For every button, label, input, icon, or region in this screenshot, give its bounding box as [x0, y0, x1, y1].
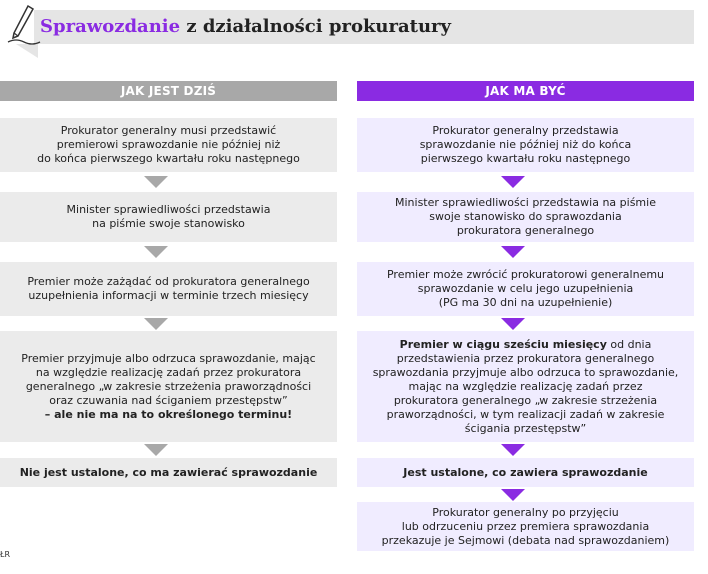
step-text-line: praworządności, w tym realizacji zadań w zakresie: [386, 407, 665, 421]
step-text-line: sprawozdanie w celu jego uzupełnienia: [417, 282, 634, 295]
right-step-box: [357, 118, 694, 172]
step-text-line: sprawozdanie nie później niż do końca: [419, 138, 632, 151]
right-column-heading: JAK MA BYĆ: [357, 81, 694, 101]
step-text-line: Prokurator generalny po przyjęciu: [432, 505, 619, 519]
step-text-line: [400, 338, 652, 352]
step-text-line: Premier może zażądać od prokuratora generalnego: [27, 275, 310, 288]
step-text-line: sprawozdania przyjmuje albo odrzuca to sprawozdanie,: [372, 365, 679, 379]
left-flow-arrow: [144, 176, 168, 188]
right-step-box: [357, 262, 694, 316]
right-step-box: [357, 331, 694, 442]
step-text-line: przekazuje je Sejmowi (debata nad sprawozdaniem): [381, 533, 670, 547]
step-text-line: Minister sprawiedliwości przedstawia: [66, 203, 271, 216]
right-flow-arrow: [501, 444, 525, 456]
step-text-line: uzupełnienia informacji w terminie trzech miesięcy: [28, 289, 309, 302]
step-text-tail: od dnia: [606, 337, 652, 351]
left-step-box: [0, 192, 337, 242]
pen-icon: [6, 2, 42, 46]
right-flow-arrow: [501, 246, 525, 258]
step-text-line: na piśmie swoje stanowisko: [92, 217, 245, 230]
right-step-box: [357, 458, 694, 487]
right-flow-arrow: [501, 318, 525, 330]
step-text-bold: Premier w ciągu sześciu miesięcy: [399, 337, 607, 351]
left-step-box: [0, 331, 337, 442]
step-text-line: swoje stanowisko do sprawozdania: [429, 210, 622, 223]
source-credit: ŁR: [0, 550, 11, 559]
title-rest: z działalności prokuratury: [180, 16, 451, 37]
step-text-line: lub odrzuceniu przez premiera sprawozdania: [401, 519, 650, 533]
step-text-line: prokuratora generalnego: [456, 224, 595, 237]
step-text-line: Minister sprawiedliwości przedstawia na piśmie: [395, 196, 656, 209]
header-bubble-tail: [16, 44, 38, 58]
step-text-line: (PG ma 30 dni na uzupełnienie): [438, 296, 613, 309]
step-text-line: – ale nie ma na to określonego terminu!: [44, 407, 293, 421]
step-text-line: Prokurator generalny przedstawia: [432, 124, 619, 137]
right-flow-arrow: [501, 176, 525, 188]
step-text-line: Prokurator generalny musi przedstawić: [60, 124, 277, 137]
step-text-line: Premier przyjmuje albo odrzuca sprawozdanie, mając: [21, 351, 316, 365]
left-step-box: [0, 458, 337, 487]
step-text-line: prokuratora generalnego „w zakresie strzeżenia: [393, 393, 658, 407]
page-title: [40, 16, 451, 37]
left-flow-arrow: [144, 318, 168, 330]
step-text-line: przedstawienia przez prokuratora generalnego: [396, 351, 655, 365]
right-flow-arrow: [501, 489, 525, 501]
step-text-line: Jest ustalone, co zawiera sprawozdanie: [403, 465, 648, 479]
step-text-line: ścigania przestępstw”: [464, 421, 587, 435]
step-text-line: Nie jest ustalone, co ma zawierać sprawozdanie: [19, 465, 318, 479]
step-text-line: mając na względzie realizację zadań przez: [408, 379, 643, 393]
step-text-line: na względzie realizację zadań przez prokuratora: [35, 365, 302, 379]
title-accent: Sprawozdanie: [40, 16, 181, 37]
step-text-line: oraz czuwania nad ściganiem przestępstw”: [49, 393, 288, 407]
left-flow-arrow: [144, 246, 168, 258]
right-step-box: [357, 502, 694, 551]
step-text-line: premierowi sprawozdanie nie później niż: [56, 138, 281, 151]
left-step-box: [0, 262, 337, 316]
step-text-line: generalnego „w zakresie strzeżenia praworządności: [25, 379, 312, 393]
step-text-line: pierwszego kwartału roku następnego: [420, 152, 631, 165]
left-column-heading: JAK JEST DZIŚ: [0, 81, 337, 101]
step-text-line: Premier może zwrócić prokuratorowi generalnemu: [386, 268, 665, 281]
left-step-box: [0, 118, 337, 172]
left-flow-arrow: [144, 444, 168, 456]
right-step-box: [357, 192, 694, 242]
step-text-line: do końca pierwszego kwartału roku następnego: [37, 152, 300, 165]
